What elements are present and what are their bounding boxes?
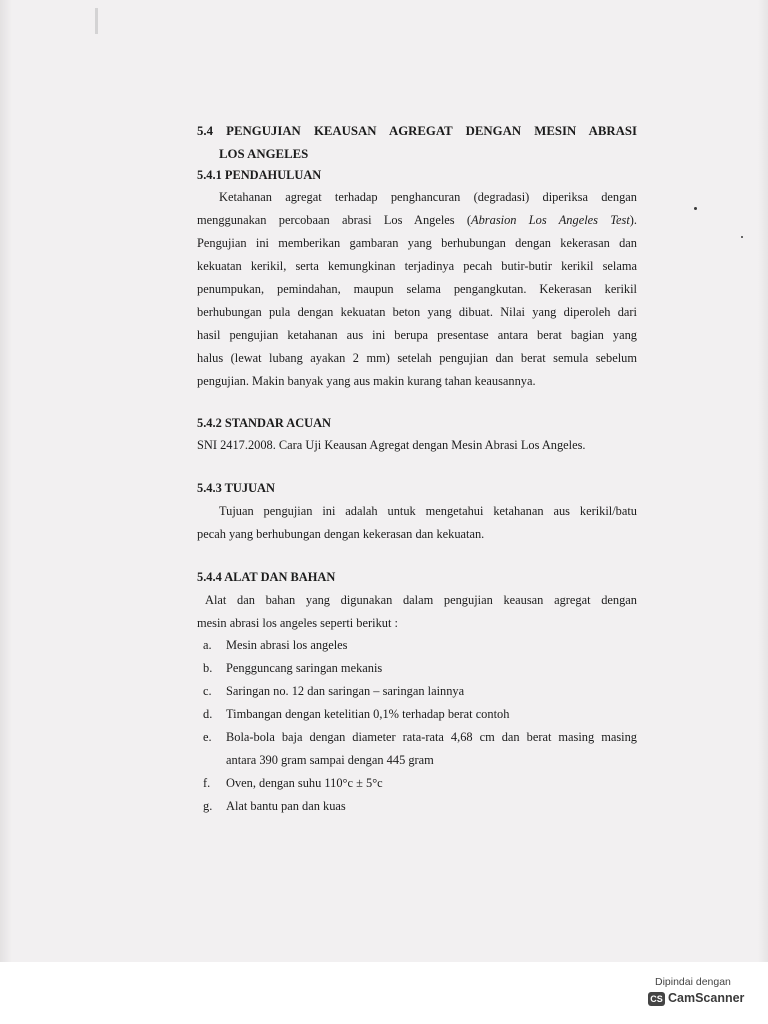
paragraph-line: kekuatan kerikil, serta kemungkinan terjadinya pecah butir-butir kerikil selama <box>197 259 637 273</box>
heading-alat-dan-bahan: 5.4.4 ALAT DAN BAHAN <box>197 570 336 584</box>
list-item-letter: c. <box>203 684 212 698</box>
section-title-line-2: LOS ANGELES <box>219 147 309 161</box>
page-left-edge <box>0 0 12 1024</box>
heading-standar-acuan: 5.4.2 STANDAR ACUAN <box>197 416 332 430</box>
paragraph-line: pengujian. Makin banyak yang aus makin kurang tahan keausannya. <box>197 374 536 388</box>
heading-pendahuluan: 5.4.1 PENDAHULUAN <box>197 168 322 182</box>
list-item-letter: d. <box>203 707 213 721</box>
scan-speck <box>694 207 697 210</box>
page-right-edge <box>758 0 768 1024</box>
paragraph-line: halus (lewat lubang ayakan 2 mm) setelah pengujian dan berat semula sebelum <box>197 351 637 365</box>
paragraph-line: Pengujian ini memberikan gambaran yang berhubungan dengan kekerasan dan <box>197 236 637 250</box>
list-item-letter: f. <box>203 776 211 790</box>
list-item-text: Pengguncang saringan mekanis <box>226 661 383 675</box>
watermark-caption: Dipindai dengan <box>655 976 731 988</box>
paragraph-line: menggunakan percobaan abrasi Los Angeles (Abrasion Los Angeles Test). <box>197 213 637 227</box>
paragraph-line: pecah yang berhubungan dengan kekerasan dan kekuatan. <box>197 527 485 541</box>
paragraph-line: mesin abrasi los angeles seperti berikut : <box>197 616 398 630</box>
list-item-letter: g. <box>203 799 213 813</box>
list-item-text: Timbangan dengan ketelitian 0,1% terhadap berat contoh <box>226 707 510 721</box>
list-item-letter: b. <box>203 661 213 675</box>
list-item-letter: e. <box>203 730 212 744</box>
list-item-text: Oven, dengan suhu 110°c ± 5°c <box>226 776 383 790</box>
paragraph-line: penumpukan, pemindahan, maupun selama pengangkutan. Kekerasan kerikil <box>197 282 637 296</box>
paragraph-line: Ketahanan agregat terhadap penghancuran (degradasi) diperiksa dengan <box>219 190 637 204</box>
list-item-text: Alat bantu pan dan kuas <box>226 799 346 813</box>
watermark-app-name: CamScanner <box>668 991 745 1005</box>
section-title-line-1: 5.4 PENGUJIAN KEAUSAN AGREGAT DENGAN MESIN ABRASI <box>197 124 637 138</box>
scan-speck <box>741 236 743 238</box>
list-item-text: Mesin abrasi los angeles <box>226 638 348 652</box>
paragraph-line: Alat dan bahan yang digunakan dalam pengujian keausan agregat dengan <box>205 593 637 607</box>
camscanner-logo-icon: CS <box>648 992 665 1006</box>
camscanner-watermark <box>643 973 753 1013</box>
list-item-text: Bola-bola baja dengan diameter rata-rata 4,68 cm dan berat masing masing <box>226 730 637 744</box>
list-item-letter: a. <box>203 638 212 652</box>
paragraph-line: Tujuan pengujian ini adalah untuk mengetahui ketahanan aus kerikil/batu <box>219 504 637 518</box>
standard-reference: SNI 2417.2008. Cara Uji Keausan Agregat dengan Mesin Abrasi Los Angeles. <box>197 438 586 452</box>
paragraph-line: hasil pengujian ketahanan aus ini berupa presentase antara berat bagian yang <box>197 328 637 342</box>
list-item-text: antara 390 gram sampai dengan 445 gram <box>226 753 434 767</box>
paragraph-line: berhubungan pula dengan kekuatan beton yang dibuat. Nilai yang diperoleh dari <box>197 305 637 319</box>
list-item-text: Saringan no. 12 dan saringan – saringan lainnya <box>226 684 465 698</box>
heading-tujuan: 5.4.3 TUJUAN <box>197 481 275 495</box>
scan-artifact <box>95 8 98 34</box>
